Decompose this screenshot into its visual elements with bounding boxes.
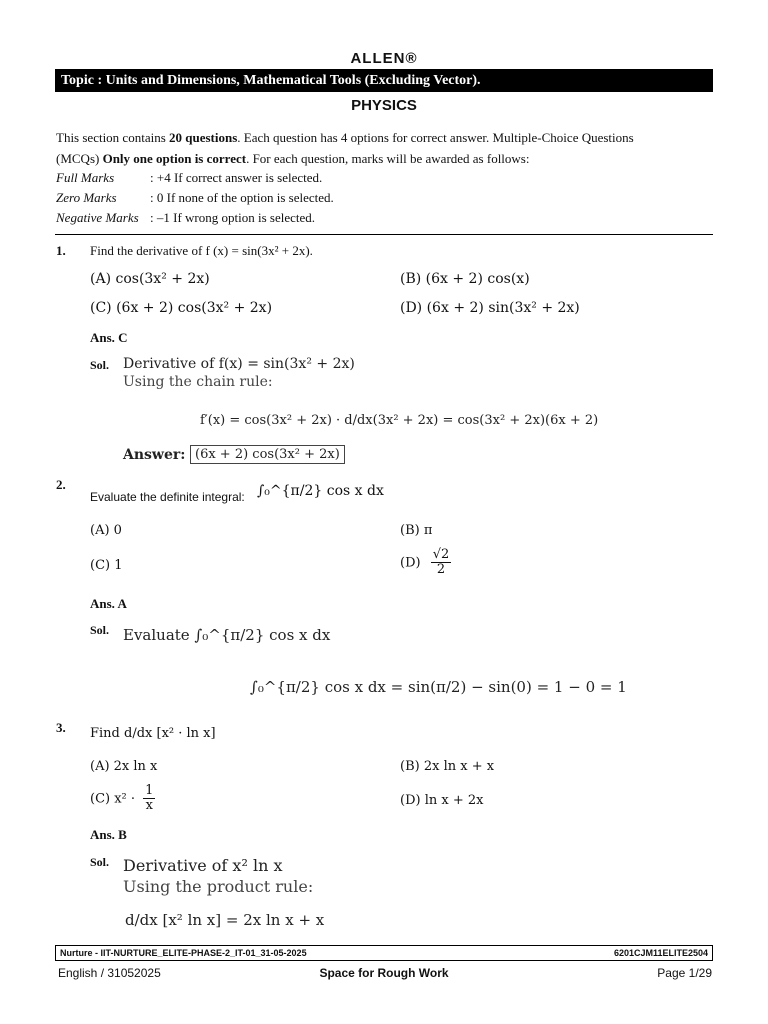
answer-label: Ans. B <box>90 827 127 842</box>
negative-marks-text: : –1 If wrong option is selected. <box>150 210 315 225</box>
zero-marks-text: : 0 If none of the option is selected. <box>150 190 334 205</box>
option-d: (D) (6x + 2) sin(3x² + 2x) <box>400 300 580 316</box>
option-d-label: (D) <box>400 555 421 571</box>
paper-id: 6201CJM11ELITE2504 <box>613 948 708 958</box>
solution-answer-label: Answer: <box>123 447 186 463</box>
topic-bar: Topic : Units and Dimensions, Mathematical Tools (Excluding Vector). <box>55 69 713 92</box>
option-c: (C) 1 <box>90 558 123 573</box>
option-a: (A) cos(3x² + 2x) <box>90 271 210 287</box>
option-a: (A) 2x ln x <box>90 759 158 774</box>
language-date: English / 31052025 <box>58 966 161 980</box>
answer-label: Ans. C <box>90 330 128 345</box>
solution-label: Sol. <box>90 855 110 869</box>
paper-code: Nurture - IIT-NURTURE_ELITE-PHASE-2_IT-01_31-05-2025 <box>60 948 307 958</box>
full-marks-text: : +4 If correct answer is selected. <box>150 170 323 185</box>
solution-label: Sol. <box>90 623 110 637</box>
solution-line: Evaluate ∫₀^{π/2} cos x dx <box>123 626 331 644</box>
divider <box>55 234 713 235</box>
option-d-fraction: $\frac{√2}{2}$ <box>432 547 450 578</box>
question-number: 3. <box>56 720 66 735</box>
intro-line-1: This section contains 20 questions. Each question has 4 options for correct answer. Multiple-Choice Questions <box>56 130 634 145</box>
question-text: Find d/dx [x² · ln x] <box>90 726 216 741</box>
solution-line: Using the product rule: <box>123 877 314 896</box>
question-number: 1. <box>56 243 66 258</box>
footer-code-box <box>55 945 713 961</box>
solution-equation: d/dx [x² ln x] = 2x ln x + x <box>125 911 325 929</box>
question-integral: ∫₀^{π/2} cos x dx <box>257 483 384 499</box>
option-b: (B) 2x ln x + x <box>400 759 495 774</box>
rough-work-label: Space for Rough Work <box>319 966 449 980</box>
option-b: (B) π <box>400 523 433 538</box>
solution-line: Derivative of f(x) = sin(3x² + 2x) <box>123 356 355 372</box>
question-number: 2. <box>56 477 66 492</box>
solution-equation: ∫₀^{π/2} cos x dx = sin(π/2) − sin(0) = 1 − 0 = 1 <box>250 678 627 696</box>
solution-equation: f′(x) = cos(3x² + 2x) · d/dx(3x² + 2x) = cos(3x² + 2x)(6x + 2) <box>200 413 599 428</box>
answer-label: Ans. A <box>90 596 127 611</box>
solution-line: Using the chain rule: <box>123 374 273 390</box>
question-text: Find the derivative of f (x) = sin(3x² + 2x). <box>90 243 313 258</box>
solution-line: Derivative of x² ln x <box>123 856 283 875</box>
option-d <box>400 548 451 578</box>
option-c-label: (C) x² · <box>90 791 136 807</box>
page-number: Page 1/29 <box>657 966 712 980</box>
brand-logo: ALLEN® <box>350 50 418 67</box>
option-c: (C) (6x + 2) cos(3x² + 2x) <box>90 300 273 316</box>
subject-title: PHYSICS <box>351 97 417 114</box>
solution-answer-box: (6x + 2) cos(3x² + 2x) <box>190 445 345 464</box>
zero-marks-label: Zero Marks <box>56 190 117 205</box>
option-d: (D) ln x + 2x <box>400 793 484 808</box>
solution-label: Sol. <box>90 358 110 372</box>
negative-marks-label: Negative Marks <box>56 210 139 225</box>
question-text: Evaluate the definite integral: <box>90 490 245 504</box>
option-a: (A) 0 <box>90 523 122 538</box>
full-marks-label: Full Marks <box>56 170 115 185</box>
option-c <box>90 784 155 814</box>
option-c-fraction: $\frac{1}{x}$ <box>145 783 154 814</box>
option-b: (B) (6x + 2) cos(x) <box>400 271 530 287</box>
intro-line-2: (MCQs) Only one option is correct. For each question, marks will be awarded as follows: <box>56 151 530 166</box>
